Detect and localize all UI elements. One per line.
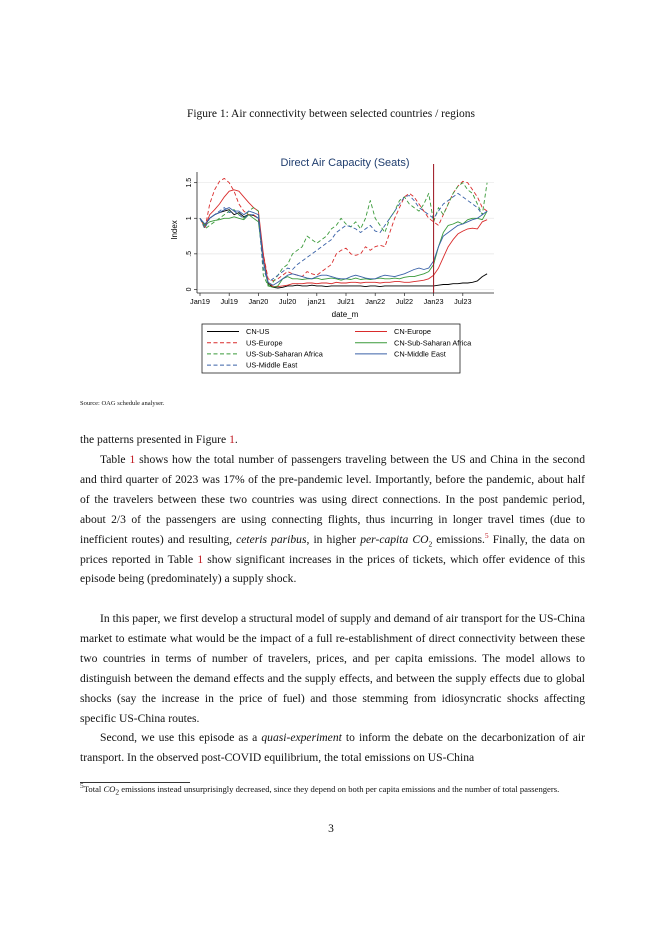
- table-ref-1[interactable]: 1: [129, 453, 136, 466]
- chart-legend: [202, 324, 472, 373]
- footnote-b: emissions instead unsurprisingly decreased, since they depend on both per capita emissions and the number of total passengers.: [119, 784, 560, 794]
- p2-a: Table: [100, 453, 130, 466]
- series-line-cn-us: [200, 210, 487, 288]
- plot-frame: [197, 172, 494, 293]
- x-axis-label: date_m: [331, 310, 359, 319]
- legend-label-6: US-Middle East: [246, 360, 298, 370]
- page-number: 3: [328, 823, 334, 835]
- x-tick-label-2: Jan20: [248, 297, 269, 306]
- y-tick-label-0: 0: [186, 287, 193, 292]
- legend-label-5: CN-Middle East: [394, 349, 446, 359]
- p2-sub: 2: [428, 538, 433, 548]
- paragraph-1: [80, 430, 585, 450]
- x-tick-label-0: Jan19: [190, 297, 210, 306]
- legend-label-4: US-Sub-Saharan Africa: [246, 349, 323, 359]
- paragraph-4: [80, 728, 585, 768]
- figure-ref[interactable]: 1: [229, 433, 235, 446]
- p4-italic: quasi-experiment: [261, 731, 342, 744]
- paragraph-2: [80, 450, 585, 589]
- legend-label-1: CN-Europe: [394, 327, 431, 337]
- y-tick-label-1: .5: [186, 250, 193, 257]
- x-tick-label-5: Jul21: [337, 297, 355, 306]
- footnote-a: Total: [83, 784, 104, 794]
- line-chart: [160, 150, 510, 380]
- p4-a: Second, we use this episode as a: [100, 731, 262, 744]
- p2-f: show significant increases in the prices of tickets, which offer evidence of this episode being (predominately) a supply shock.: [80, 552, 585, 586]
- series-line-us-middle-east: [200, 193, 487, 282]
- x-tick-label-9: Jul23: [454, 297, 472, 306]
- series-line-us-europe: [200, 178, 487, 281]
- legend-label-0: CN-US: [246, 327, 270, 337]
- footnote-marker[interactable]: 5: [484, 530, 489, 540]
- p2-c: , in higher: [306, 532, 361, 546]
- x-tick-label-1: Jul19: [220, 297, 238, 306]
- p2-italic-ceteris: ceteris paribus: [236, 532, 307, 546]
- y-tick-label-2: 1: [186, 216, 193, 221]
- x-tick-label-6: Jan22: [365, 297, 386, 306]
- footnote-5: [80, 783, 585, 795]
- x-tick-label-7: Jul22: [395, 297, 414, 306]
- figure-source: Source: OAG schedule analyser.: [80, 400, 165, 407]
- series-layer: [200, 164, 487, 293]
- p1-end: .: [234, 433, 238, 446]
- footnote-number: 5: [80, 781, 84, 791]
- table-ref-2[interactable]: 1: [197, 552, 204, 566]
- legend-label-2: US-Europe: [246, 338, 283, 348]
- footnote-co: CO: [103, 784, 116, 794]
- series-line-us-sub-saharan-africa: [200, 183, 487, 286]
- p2-italic-percapita: per-capita CO: [360, 532, 429, 546]
- p1-text: the patterns presented in Figure: [80, 433, 230, 446]
- series-line-cn-europe: [200, 190, 487, 287]
- y-tick-label-3: 1.5: [186, 177, 193, 188]
- footnote-sub: 2: [115, 787, 120, 797]
- figure-caption: Figure 1: Air connectivity between selected countries / regions: [186, 108, 476, 120]
- p2-d: emissions.: [432, 532, 485, 546]
- p2-b: shows how the total number of passengers traveling between the US and China in the second and third quarter of 2023 was 17% of the pre-pandemic level. Importantly, before the pandemic, about half of the travelers between these two countries was using direct connections. In the post pandemic period, about 2/3 of the passengers are using connecting flights, thus incurring in longer travel times (due to inefficient routes) and resulting,: [80, 453, 585, 546]
- series-line-cn-sub-saharan-africa: [200, 211, 487, 287]
- p2-e: Finally, the data on prices reported in Table: [80, 532, 585, 566]
- p4-b: to inform the debate on the decarbonization of air transport. In the observed post-COVID equilibrium, the total emissions on US-China: [80, 731, 585, 764]
- chart-title: Direct Air Capacity (Seats): [280, 157, 410, 169]
- legend-label-3: CN-Sub-Saharan Africa: [394, 338, 472, 348]
- x-tick-label-3: Jul20: [278, 297, 297, 306]
- paragraph-3: In this paper, we first develop a structural model of supply and demand of air transport for the US-China market to estimate what would be the impact of a full re-establishment of direct connectivity between these two countries in terms of number of travelers, prices, and per capita emissions. The model allows to distinguish between the demand effects and the supply effects, and between the supply effects due to global shocks (say the increase in the price of fuel) and those stemming from idiosyncratic shocks affecting specific US-China routes.: [80, 612, 585, 725]
- chart-grid: [197, 183, 494, 290]
- y-axis-label: Index: [170, 220, 179, 240]
- x-tick-label-4: jan21: [307, 297, 326, 306]
- x-tick-label-8: Jan23: [423, 297, 444, 306]
